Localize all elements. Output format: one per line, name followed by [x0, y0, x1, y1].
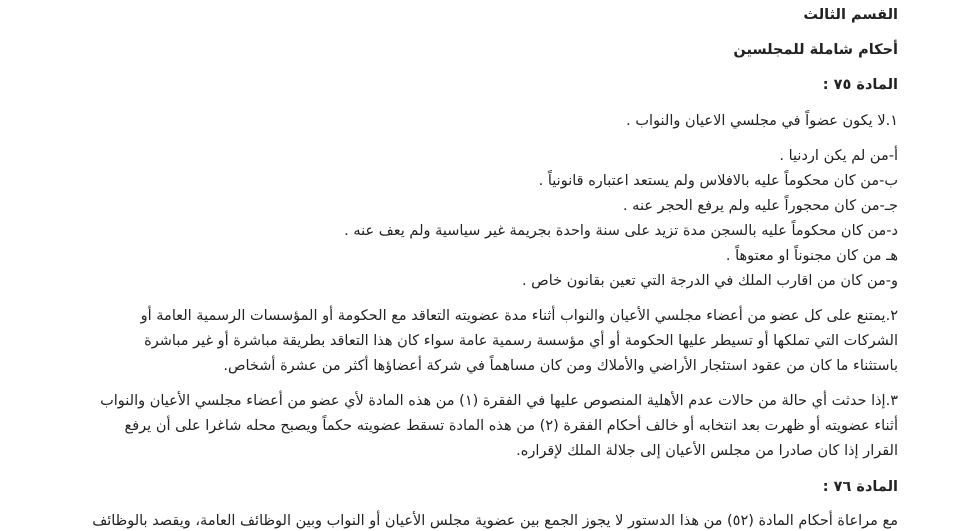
article-75-clause-3-line: أثناء عضويته أو ظهرت بعد انتخابه أو خالف أحكام الفقرة (٢) من هذه المادة تسقط عضويته حكماً ويصبح محله شاغرا على أن يرفع [124, 418, 898, 434]
section-subtitle: أحكام شاملة للمجلسين [733, 42, 898, 58]
article-75-clause-2-line: الشركات التي تملكها أو تسيطر عليها الحكومة أو أي مؤسسة رسمية عامة سواء كان هذا التعاقد بطريقة مباشرة أو غير مباشرة [144, 333, 898, 349]
article-76-heading: المادة ٧٦ : [822, 479, 898, 495]
article-75-clause-3-line: القرار إذا كان صادرا من مجلس الأعيان إلى جلالة الملك لإقراره. [516, 443, 898, 459]
list-item: و-من كان من اقارب الملك في الدرجة التي تعين بقانون خاص . [521, 273, 898, 289]
article-76-first-line: مع مراعاة أحكام المادة (٥٢) من هذا الدستور لا يجوز الجمع بين عضوية مجلس الأعيان أو النواب وبين الوظائف العامة، ويقصد بالوظائف [92, 513, 898, 529]
article-75-heading: المادة ٧٥ : [822, 77, 898, 93]
list-item: ب-من كان محكوماً عليه بالافلاس ولم يستعد اعتباره قانونياً . [538, 173, 898, 189]
list-item: د-من كان محكوماً عليه بالسجن مدة تزيد على سنة واحدة بجريمة غير سياسية ولم يعف عنه . [344, 223, 898, 239]
list-item: هـ من كان مجنوناً او معتوهاً . [725, 248, 898, 264]
section-title: القسم الثالث [803, 7, 898, 23]
list-item: أ-من لم يكن اردنيا . [779, 148, 898, 164]
article-75-clause-2-line: ٢.يمتنع على كل عضو من أعضاء مجلسي الأعيان والنواب أثناء مدة عضويته التعاقد مع الحكومة أو المؤسسات الرسمية العامة أو [140, 308, 898, 324]
article-75-clause-3-line: ٣.إذا حدثت أي حالة من حالات عدم الأهلية المنصوص عليها في الفقرة (١) من هذه المادة لأي عضو من أعضاء مجلسي الأعيان والنواب [100, 393, 898, 409]
article-75-clause-2-line: باستثناء ما كان من عقود استئجار الأراضي والأملاك ومن كان مساهماً في شركة أعضاؤها أكثر من عشرة أشخاص. [223, 358, 898, 374]
list-item: جـ-من كان محجوراً عليه ولم يرفع الحجر عنه . [622, 198, 898, 214]
article-75-clause-1: ١.لا يكون عضواً في مجلسي الاعيان والنواب . [626, 113, 898, 129]
